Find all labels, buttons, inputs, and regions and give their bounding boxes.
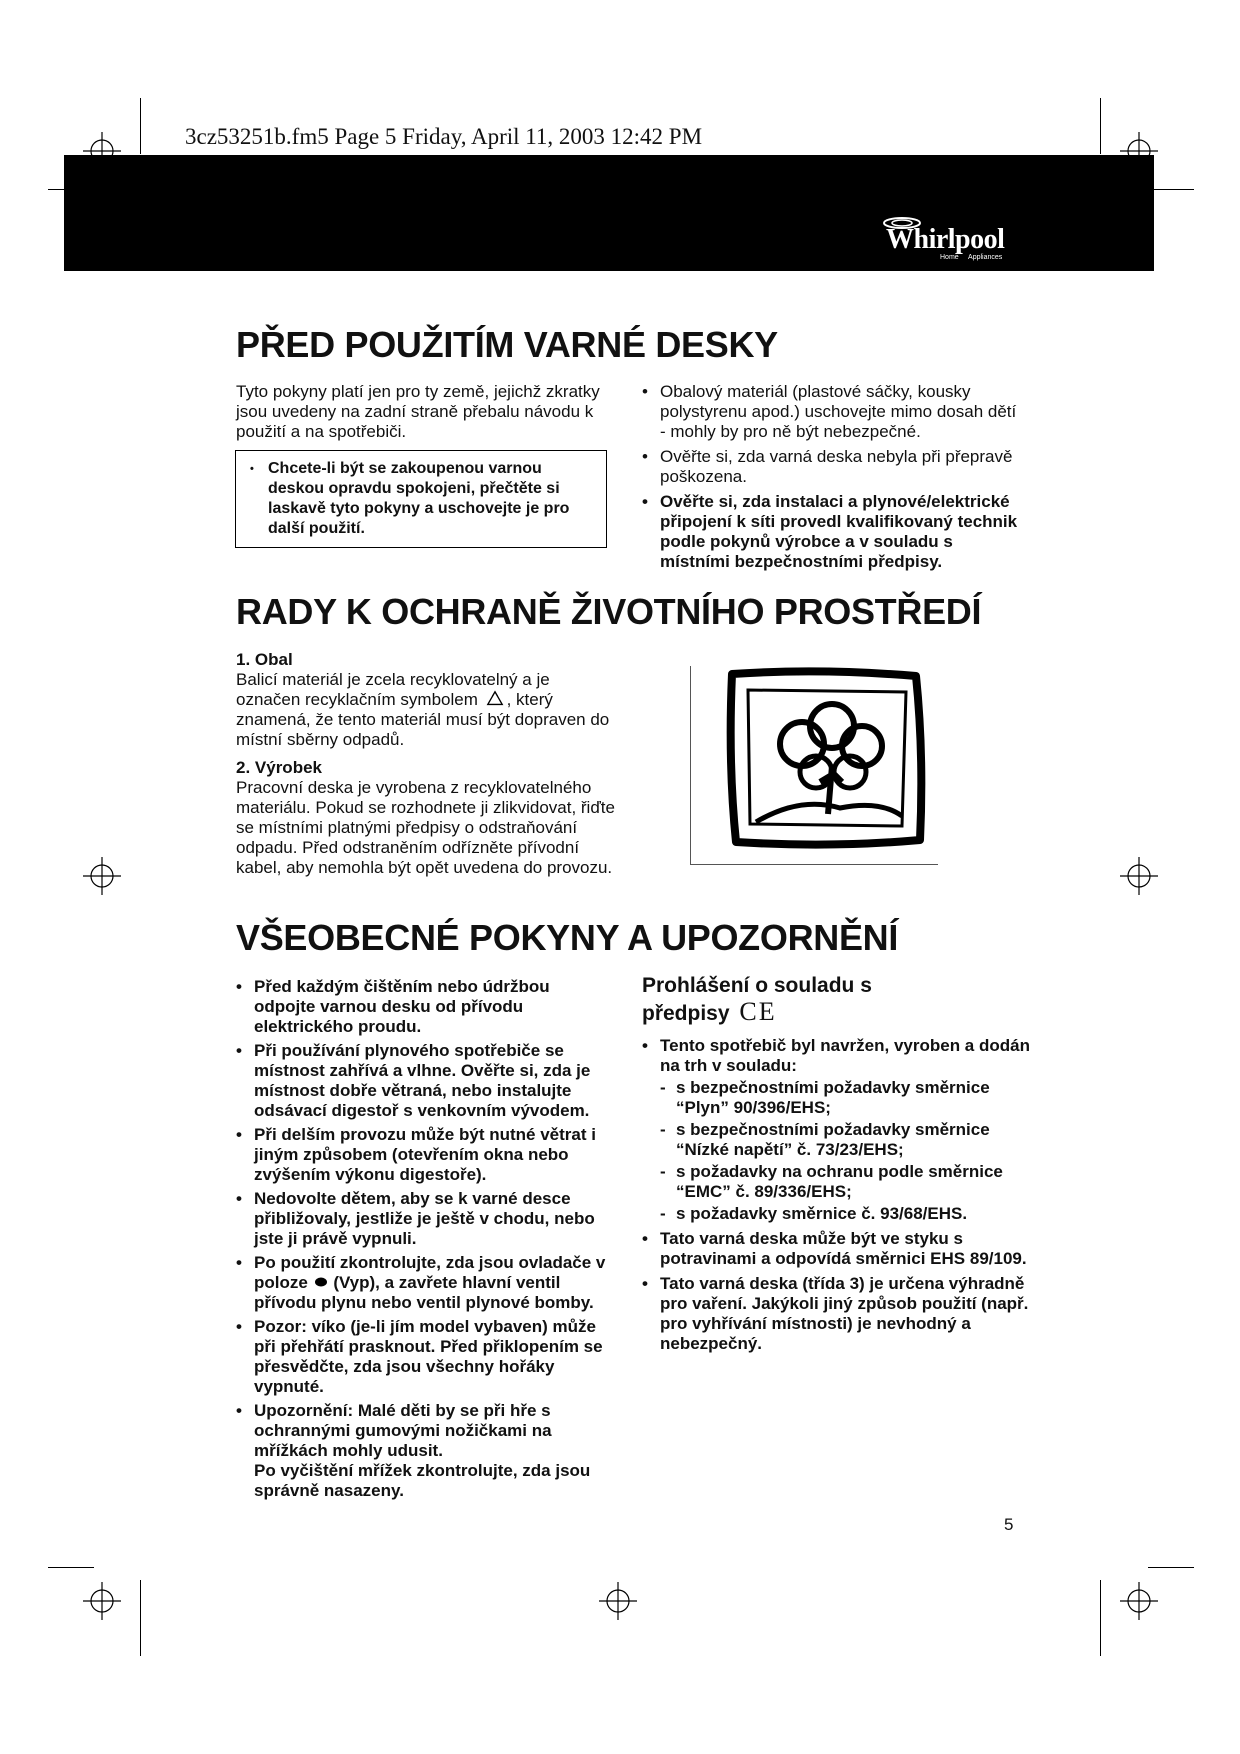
crop-mark xyxy=(48,1567,94,1568)
kids-warning: Upozornění: Malé děti by se při hře s ochrannými gumovými nožičkami na mřížkách mohly udusit. xyxy=(254,1401,552,1460)
registration-mark-icon xyxy=(599,1582,637,1620)
list-item xyxy=(236,1401,614,1501)
crop-mark xyxy=(1148,1567,1194,1568)
item1-text-a: Balicí materiál je zcela recyklovatelný a je označen recyklačním symbolem xyxy=(236,670,550,709)
section1-bullet-list xyxy=(642,382,1022,572)
list-item: • Pozor: víko (je-li jím model vybaven) může při přehřátí prasknout. Před přiklopením se přesvědčte, zda jsou všechny hořáky vypnuté. xyxy=(236,1317,614,1397)
directive-item: - s požadavky směrnice č. 93/68/EHS. xyxy=(660,1204,1032,1224)
conformity-list xyxy=(642,1036,1032,1354)
general-warnings-list xyxy=(236,977,614,1501)
illustration-baseline xyxy=(690,864,938,865)
vyp-text-before: Po použití zkontrolujte, zda jsou ovladače v poloze xyxy=(254,1253,606,1292)
item1-text xyxy=(236,670,616,750)
boxed-note xyxy=(235,450,607,548)
off-position-dot-icon xyxy=(313,1276,329,1288)
item2-text: Pracovní deska je vyrobena z recyklovatelného materiálu. Pokud se rozhodnete ji zlikvidovat, řiďte se místními platnými předpisy o odstraňování odpadu. Před odstraněním odřízněte přívodní kabel, aby nemohla být opět uvedena do provozu. xyxy=(236,778,615,877)
recycling-icon xyxy=(483,690,507,708)
crop-mark xyxy=(140,1580,141,1656)
list-item xyxy=(236,1253,614,1313)
tree-environment-illustration xyxy=(720,664,940,860)
ce-mark: CE xyxy=(739,997,777,1026)
item1-heading: 1. Obal xyxy=(236,650,293,669)
brand-sub xyxy=(940,254,1002,261)
list-item: • Při delším provozu může být nutné větrat i jiným způsobem (otevřením okna nebo zvýšením výkonu digestoře). xyxy=(236,1125,614,1185)
registration-mark-icon xyxy=(83,1582,121,1620)
conformity-intro: Tento spotřebič byl navržen, vyroben a dodán na trh v souladu: xyxy=(660,1036,1030,1075)
conformity-heading xyxy=(642,973,942,1027)
section-title-environment: RADY K OCHRANĚ ŽIVOTNÍHO PROSTŘEDÍ xyxy=(236,591,982,632)
section-title-before-use: PŘED POUŽITÍM VARNÉ DESKY xyxy=(236,324,778,365)
boxed-note-text: • Chcete-li být se zakoupenou varnou deskou opravdu spokojeni, přečtěte si laskavě tyto pokyny a uschovejte je pro další použití. xyxy=(250,459,596,539)
registration-mark-icon xyxy=(1120,1582,1158,1620)
brand-logo xyxy=(880,215,1030,267)
crop-mark xyxy=(1100,98,1101,154)
brand-sub-left: Home xyxy=(940,254,959,261)
registration-mark-icon xyxy=(83,857,121,895)
section1-intro: Tyto pokyny platí jen pro ty země, jejichž zkratky jsou uvedeny na zadní straně přebalu návodu k použití a na spotřebiči. xyxy=(236,382,600,441)
registration-mark-icon xyxy=(1120,857,1158,895)
section-title-general-instructions: VŠEOBECNÉ POKYNY A UPOZORNĚNÍ xyxy=(236,917,899,958)
list-item: • Nedovolte dětem, aby se k varné desce přibližovaly, jestliže je ještě v chodu, nebo jste ji právě vypnuli. xyxy=(236,1189,614,1249)
page-number: 5 xyxy=(1004,1515,1014,1534)
directive-item: - s bezpečnostními požadavky směrnice “Nízké napětí” č. 73/23/EHS; xyxy=(660,1120,1032,1160)
crop-mark xyxy=(140,98,141,154)
brand-sub-right: Appliances xyxy=(968,254,1003,261)
header-band xyxy=(64,155,1154,271)
item2-heading: 2. Výrobek xyxy=(236,758,322,777)
brand-name: Whirlpool xyxy=(886,224,1005,255)
directive-item: - s bezpečnostními požadavky směrnice “Plyn” 90/396/EHS; xyxy=(660,1078,1032,1118)
vyp-text-after: (Vyp), a zavřete hlavní ventil přívodu plynu nebo ventil plynové bomby. xyxy=(254,1273,594,1312)
list-item xyxy=(642,1036,1032,1224)
crop-mark xyxy=(1100,1580,1101,1656)
list-item: • Obalový materiál (plastové sáčky, kousky polystyrenu apod.) uschovejte mimo dosah dětí - mohly by pro ně být nebezpečné. xyxy=(642,382,1022,442)
crop-mark xyxy=(1148,189,1194,190)
list-item: • Tato varná deska (třída 3) je určena výhradně pro vaření. Jakýkoli jiný způsob použití (např. pro vyhřívání místnosti) je nevhodný a nebezpečný. xyxy=(642,1274,1032,1354)
conformity-heading-text: Prohlášení o souladu s předpisy xyxy=(642,974,872,1025)
item1-text-b: , který znamená, že tento materiál musí být dopraven do místní sběrny odpadů. xyxy=(236,690,610,749)
list-item: • Před každým čištěním nebo údržbou odpojte varnou desku od přívodu elektrického proudu. xyxy=(236,977,614,1037)
list-item: • Tato varná deska může být ve styku s potravinami a odpovídá směrnici EHS 89/109. xyxy=(642,1229,1032,1269)
file-info-header: 3cz53251b.fm5 Page 5 Friday, April 11, 2003 12:42 PM xyxy=(185,124,703,149)
list-item: • Při používání plynového spotřebiče se místnost zahřívá a vlhne. Ověřte si, zda je místnost dobře větraná, nebo instalujte odsávací digestoř s venkovním vývodem. xyxy=(236,1041,614,1121)
list-item: • Ověřte si, zda varná deska nebyla při přepravě poškozena. xyxy=(642,447,1022,487)
list-item: • Ověřte si, zda instalaci a plynové/elektrické připojení k síti provedl kvalifikovaný technik podle pokynů výrobce a v souladu s místními bezpečnostními předpisy. xyxy=(642,492,1022,572)
kids-warning-2: Po vyčištění mřížek zkontrolujte, zda jsou správně nasazeny. xyxy=(254,1461,591,1500)
illustration-side-line xyxy=(690,666,691,864)
directives-list xyxy=(660,1078,1032,1224)
directive-item: - s požadavky na ochranu podle směrnice “EMC” č. 89/336/EHS; xyxy=(660,1162,1032,1202)
